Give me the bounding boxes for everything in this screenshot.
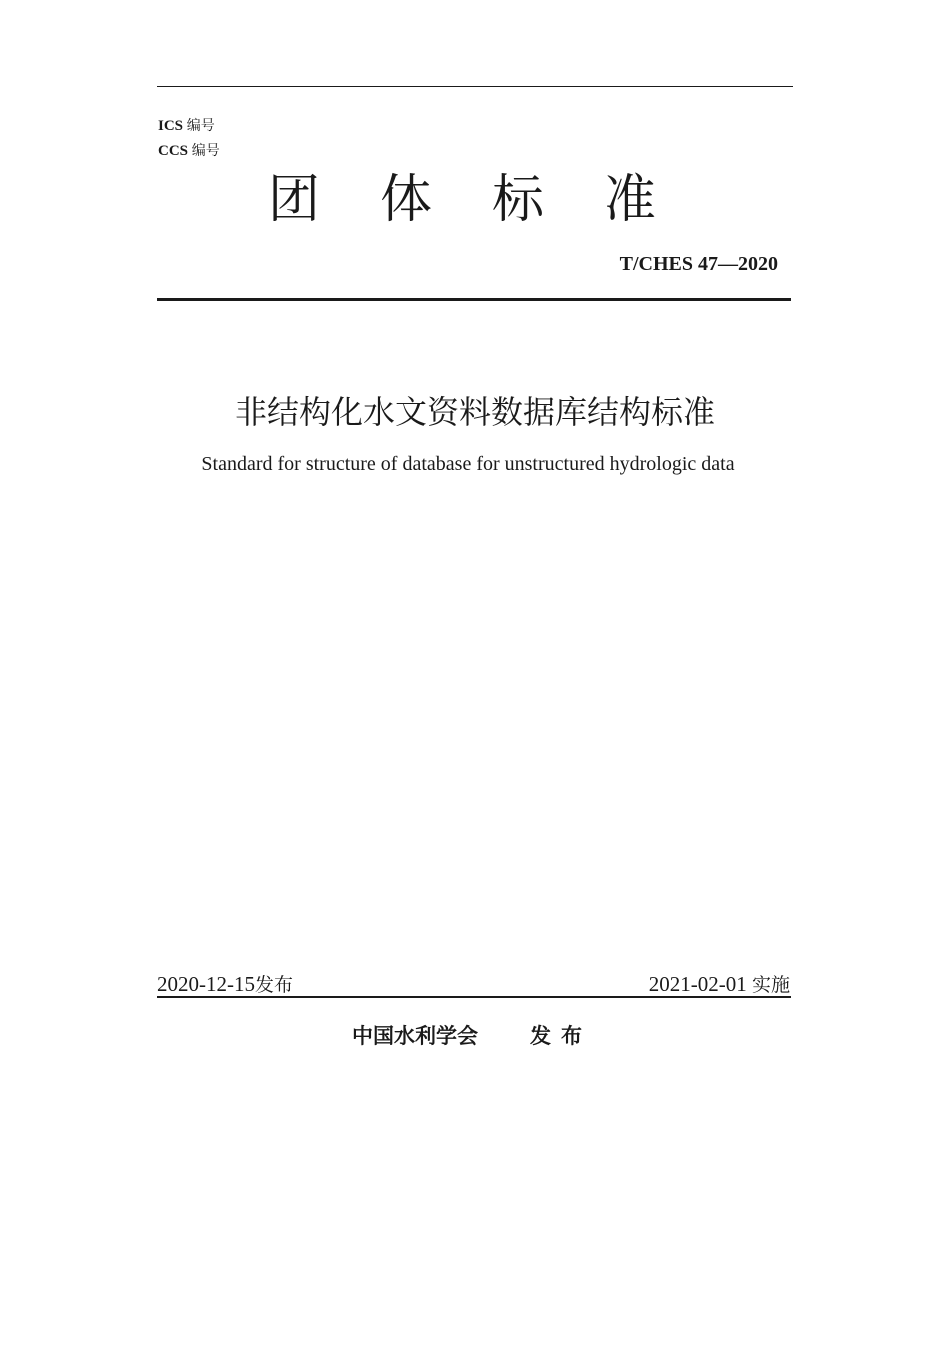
- issue-date: [157, 971, 293, 998]
- publisher-name: 中国水利学会: [352, 1024, 478, 1048]
- implementation-date-label: 实施: [751, 974, 790, 996]
- footer-divider: [157, 996, 791, 998]
- ics-label: 编号: [186, 118, 215, 134]
- issue-date-label: 发布: [255, 974, 294, 996]
- title-english: Standard for structure of database for unstructured hydrologic data: [201, 453, 735, 475]
- ics-prefix: ICS: [158, 118, 184, 134]
- standard-number: T/CHES 47—2020: [619, 253, 778, 275]
- implementation-date-value: 2021-02-01: [648, 972, 747, 996]
- publisher-action: 发布: [530, 1024, 592, 1048]
- top-rule: [157, 86, 793, 87]
- ccs-prefix: CCS: [158, 143, 189, 159]
- header-divider: [157, 298, 791, 301]
- title-chinese: 非结构化水文资料数据库结构标准: [234, 393, 715, 431]
- issue-date-value: 2020-12-15: [157, 972, 255, 996]
- ics-code-line: [158, 117, 215, 135]
- document-type-heading: 团体标准: [268, 170, 717, 230]
- ccs-code-line: [158, 142, 220, 160]
- implementation-date: [649, 971, 790, 998]
- ccs-label: 编号: [191, 143, 220, 159]
